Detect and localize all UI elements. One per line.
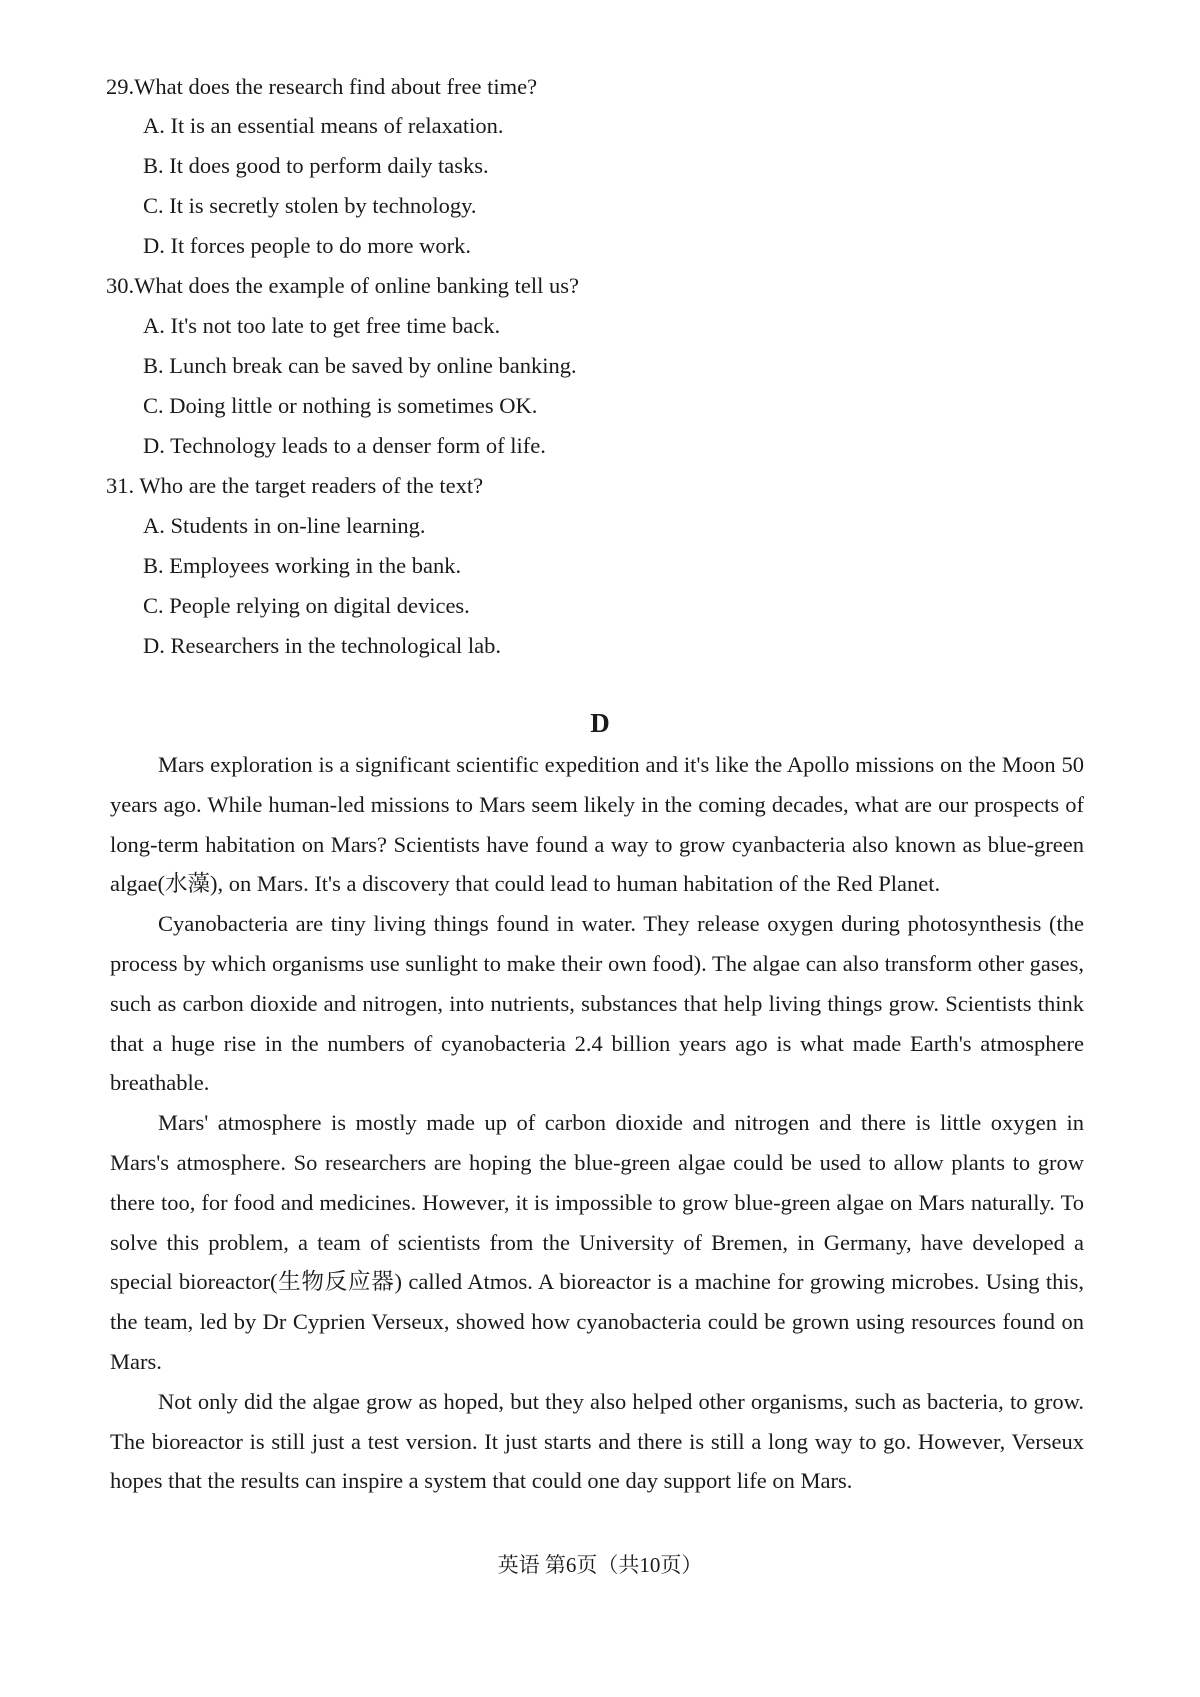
- question-31-option-b: B. Employees working in the bank.: [143, 553, 462, 578]
- reading-passage: [110, 745, 1084, 1501]
- question-31-option-a: A. Students in on-line learning.: [143, 513, 426, 538]
- question-29-option-c: C. It is secretly stolen by technology.: [143, 193, 477, 218]
- question-29-option-b: B. It does good to perform daily tasks.: [143, 153, 489, 178]
- question-29-option-d: D. It forces people to do more work.: [143, 233, 472, 258]
- question-30-option-d: D. Technology leads to a denser form of life.: [143, 433, 546, 458]
- question-30-option-c: C. Doing little or nothing is sometimes OK.: [143, 393, 538, 418]
- question-29-option-a: A. It is an essential means of relaxation.: [143, 113, 504, 138]
- question-30-stem: 30.What does the example of online banking tell us?: [106, 273, 579, 298]
- question-30-option-a: A. It's not too late to get free time back.: [143, 313, 501, 338]
- passage-paragraph: Not only did the algae grow as hoped, but they also helped other organisms, such as bacteria, to grow. The bioreactor is still just a test version. It just starts and there is still a long way to go. However, Verseux hopes that the results can inspire a system that could one day support life on Mars.: [110, 1388, 1084, 1494]
- question-29-stem: 29.What does the research find about free time?: [106, 74, 538, 99]
- page-footer: 英语 第6页（共10页）: [497, 1553, 703, 1577]
- passage-paragraph: Mars exploration is a significant scientific expedition and it's like the Apollo missions on the Moon 50 years ago. While human-led missions to Mars seem likely in the coming decades, what are our prospects of long-term habitation on Mars? Scientists have found a way to grow cyanbacteria also known as blue-green algae(水藻), on Mars. It's a discovery that could lead to human habitation of the Red Planet.: [110, 752, 1084, 897]
- question-31-option-d: D. Researchers in the technological lab.: [143, 633, 501, 658]
- passage-paragraph: Mars' atmosphere is mostly made up of carbon dioxide and nitrogen and there is little oxygen in Mars's atmosphere. So researchers are hoping the blue-green algae could be used to allow plants to grow there too, for food and medicines. However, it is impossible to grow blue-green algae on Mars naturally. To solve this problem, a team of scientists from the University of Bremen, in Germany, have developed a special bioreactor(生物反应器) called Atmos. A bioreactor is a machine for growing microbes. Using this, the team, led by Dr Cyprien Verseux, showed how cyanobacteria could be grown using resources found on Mars.: [110, 1110, 1084, 1374]
- passage-paragraph: Cyanobacteria are tiny living things found in water. They release oxygen during photosynthesis (the process by which organisms use sunlight to make their own food). The algae can also transform other gases, such as carbon dioxide and nitrogen, into nutrients, substances that help living things grow. Scientists think that a huge rise in the numbers of cyanobacteria 2.4 billion years ago is what made Earth's atmosphere breathable.: [110, 911, 1084, 1096]
- question-31-option-c: C. People relying on digital devices.: [143, 593, 470, 618]
- section-title: D: [590, 708, 610, 738]
- question-31-stem: 31. Who are the target readers of the text?: [106, 473, 484, 498]
- question-30-option-b: B. Lunch break can be saved by online banking.: [143, 353, 577, 378]
